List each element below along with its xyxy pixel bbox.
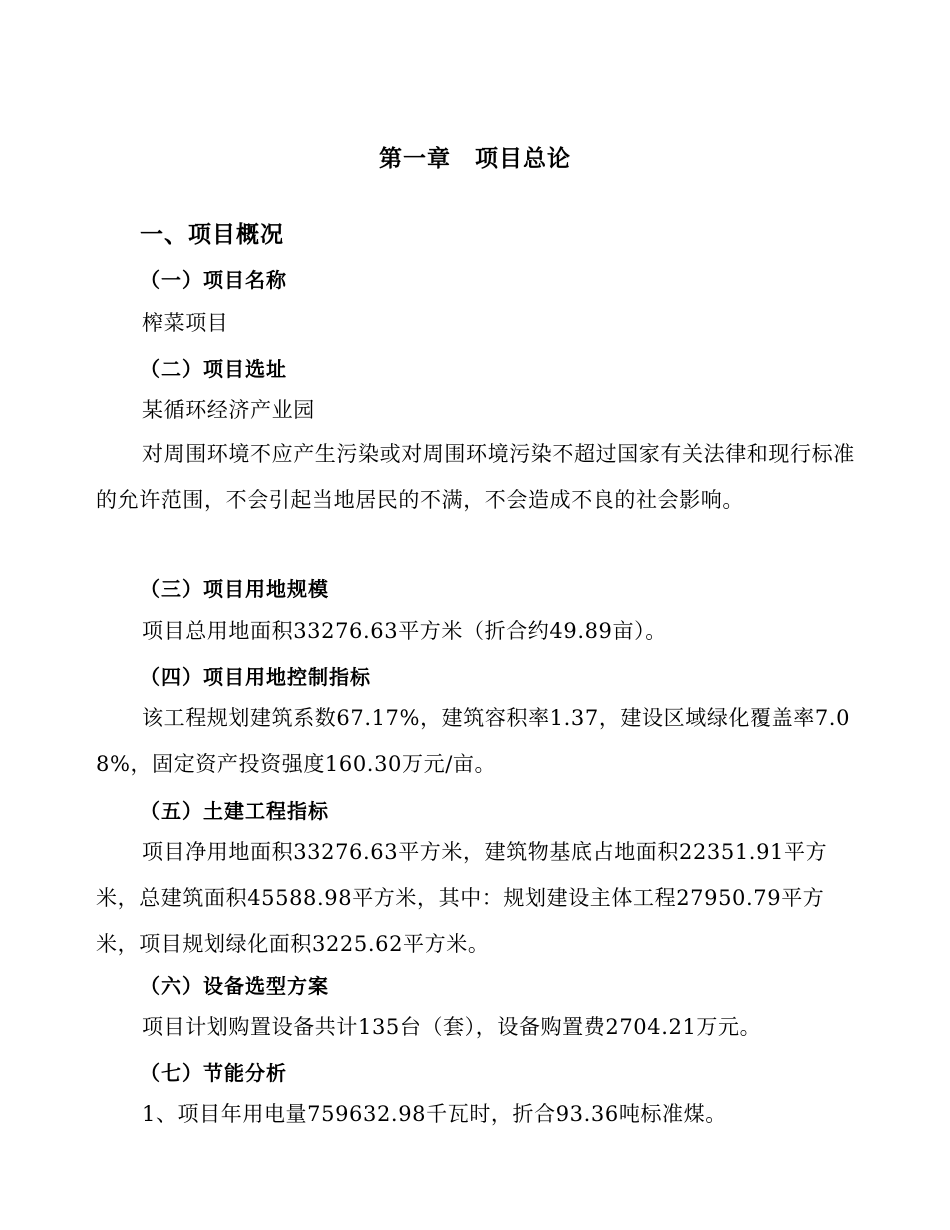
paragraph-land-control: 该工程规划建筑系数67.17%，建筑容积率1.37，建设区域绿化覆盖率7.08%，固定资产投资强度160.30万元/亩。 <box>96 706 851 776</box>
paragraph-equipment: 项目计划购置设备共计135台（套），设备购置费2704.21万元。 <box>142 1015 762 1039</box>
paragraph-energy: 1、项目年用电量759632.98千瓦时，折合93.36吨标准煤。 <box>142 1102 727 1126</box>
paragraph-project-name: 榨菜项目 <box>142 311 229 335</box>
section-title: 一、项目概况 <box>140 222 284 248</box>
subsection-heading-civil-works: （五）土建工程指标 <box>140 799 329 823</box>
subsection-heading-equipment: （六）设备选型方案 <box>140 974 329 998</box>
subsection-heading-project-name: （一）项目名称 <box>140 268 287 292</box>
subsection-heading-land-scale: （三）项目用地规模 <box>140 577 329 601</box>
subsection-heading-land-control: （四）项目用地控制指标 <box>140 665 371 689</box>
paragraph-project-site: 某循环经济产业园 <box>142 398 315 422</box>
subsection-heading-energy: （七）节能分析 <box>140 1061 287 1085</box>
paragraph-civil-works: 项目净用地面积33276.63平方米，建筑物基底占地面积22351.91平方米，总建筑面积45588.98平方米，其中：规划建设主体工程27950.79平方米，项目规划绿化面积3225.62平方米。 <box>96 840 828 956</box>
paragraph-environment: 对周围环境不应产生污染或对周围环境污染不超过国家有关法律和现行标准的允许范围，不会引起当地居民的不满，不会造成不良的社会影响。 <box>96 442 855 512</box>
paragraph-land-scale: 项目总用地面积33276.63平方米（折合约49.89亩）。 <box>142 619 667 643</box>
chapter-title: 第一章 项目总论 <box>379 146 571 172</box>
subsection-heading-project-site: （二）项目选址 <box>140 357 287 381</box>
